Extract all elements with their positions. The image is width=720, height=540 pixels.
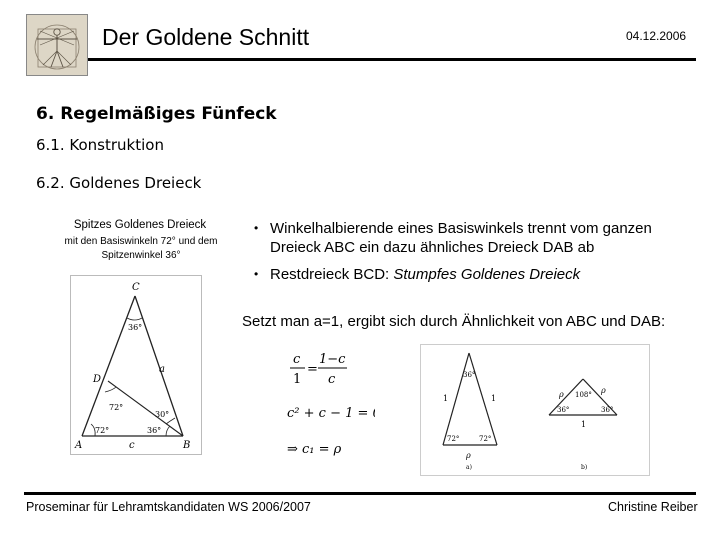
- vitruvian-man-logo: [26, 14, 88, 76]
- side-label-a: a: [159, 364, 165, 375]
- slide-title: Der Goldene Schnitt: [102, 24, 310, 50]
- bullet-dot: •: [254, 267, 259, 281]
- vertex-label-c: C: [132, 282, 140, 293]
- bullet-item: [254, 265, 694, 284]
- figure-caption-title: Spitzes Goldenes Dreieck: [73, 219, 207, 231]
- angle-label: 108°: [575, 391, 592, 399]
- base-label: 1: [581, 420, 587, 429]
- caption-line: mit den Basiswinkeln 72° und dem: [64, 236, 218, 247]
- header-divider: [88, 58, 696, 61]
- footer-author: Christine Reiber: [608, 500, 698, 514]
- side-label: 1: [443, 394, 449, 403]
- bullet-list: [254, 219, 694, 292]
- angle-label: 72°: [109, 403, 124, 412]
- fraction-denominator: c: [328, 372, 336, 387]
- fraction-denominator: 1: [293, 372, 302, 387]
- quadratic-equation: c² + c − 1 = 0: [287, 406, 375, 421]
- subsection-konstruktion: 6.1. Konstruktion: [36, 136, 164, 154]
- angle-label: 36°: [601, 406, 614, 414]
- figure-caption-b: b): [581, 464, 588, 471]
- side-label: ρ: [601, 386, 606, 395]
- subsection-goldenes-dreieck: 6.2. Goldenes Dreieck: [36, 174, 202, 192]
- vertex-label-d: D: [93, 374, 102, 385]
- footer-divider: [24, 492, 696, 495]
- side-label: 1: [491, 394, 497, 403]
- angle-label: 36°: [557, 406, 570, 414]
- angle-label: 72°: [479, 435, 492, 443]
- equations: [285, 343, 375, 465]
- golden-triangles-comparison: [420, 344, 650, 476]
- angle-label: 30°: [155, 410, 170, 419]
- caption-line: Spitzenwinkel 36°: [101, 250, 181, 261]
- footer-course: Proseminar für Lehramtskandidaten WS 2006/2007: [26, 500, 311, 514]
- angle-label: 72°: [447, 435, 460, 443]
- slide-date: 04.12.2006: [626, 29, 687, 43]
- golden-triangle-figure: [70, 275, 202, 455]
- side-label: ρ: [559, 390, 564, 399]
- bullet-dot: •: [254, 221, 259, 235]
- vertex-label-a: A: [75, 440, 83, 451]
- angle-label: 72°: [95, 426, 110, 435]
- bullet-text: Winkelhalbierende eines Basiswinkels trennt vom ganzen: [270, 220, 652, 237]
- figure-caption-a: a): [466, 464, 472, 471]
- fraction-numerator: c: [293, 352, 301, 367]
- side-label-c: c: [129, 440, 135, 451]
- result-equation: ⇒ c₁ = ρ: [287, 442, 342, 457]
- angle-label: 36°: [128, 323, 143, 332]
- equals-sign: =: [307, 362, 318, 377]
- base-label: ρ: [466, 451, 471, 460]
- fraction-numerator: 1−c: [319, 352, 346, 367]
- angle-label: 36°: [463, 371, 476, 379]
- bullet-text: Restdreieck BCD:: [270, 266, 394, 283]
- similarity-statement: Setzt man a=1, ergibt sich durch Ähnlichkeit von ABC und DAB:: [242, 313, 666, 330]
- figure-caption-detail: [46, 235, 236, 263]
- angle-label: 36°: [147, 426, 162, 435]
- section-heading: 6. Regelmäßiges Fünfeck: [36, 104, 277, 124]
- bullet-emphasis: Stumpfes Goldenes Dreieck: [393, 266, 581, 283]
- vertex-label-b: B: [183, 440, 191, 451]
- bullet-item: [254, 219, 694, 257]
- bullet-text: Dreieck ABC ein dazu ähnliches Dreieck DAB ab: [270, 239, 595, 256]
